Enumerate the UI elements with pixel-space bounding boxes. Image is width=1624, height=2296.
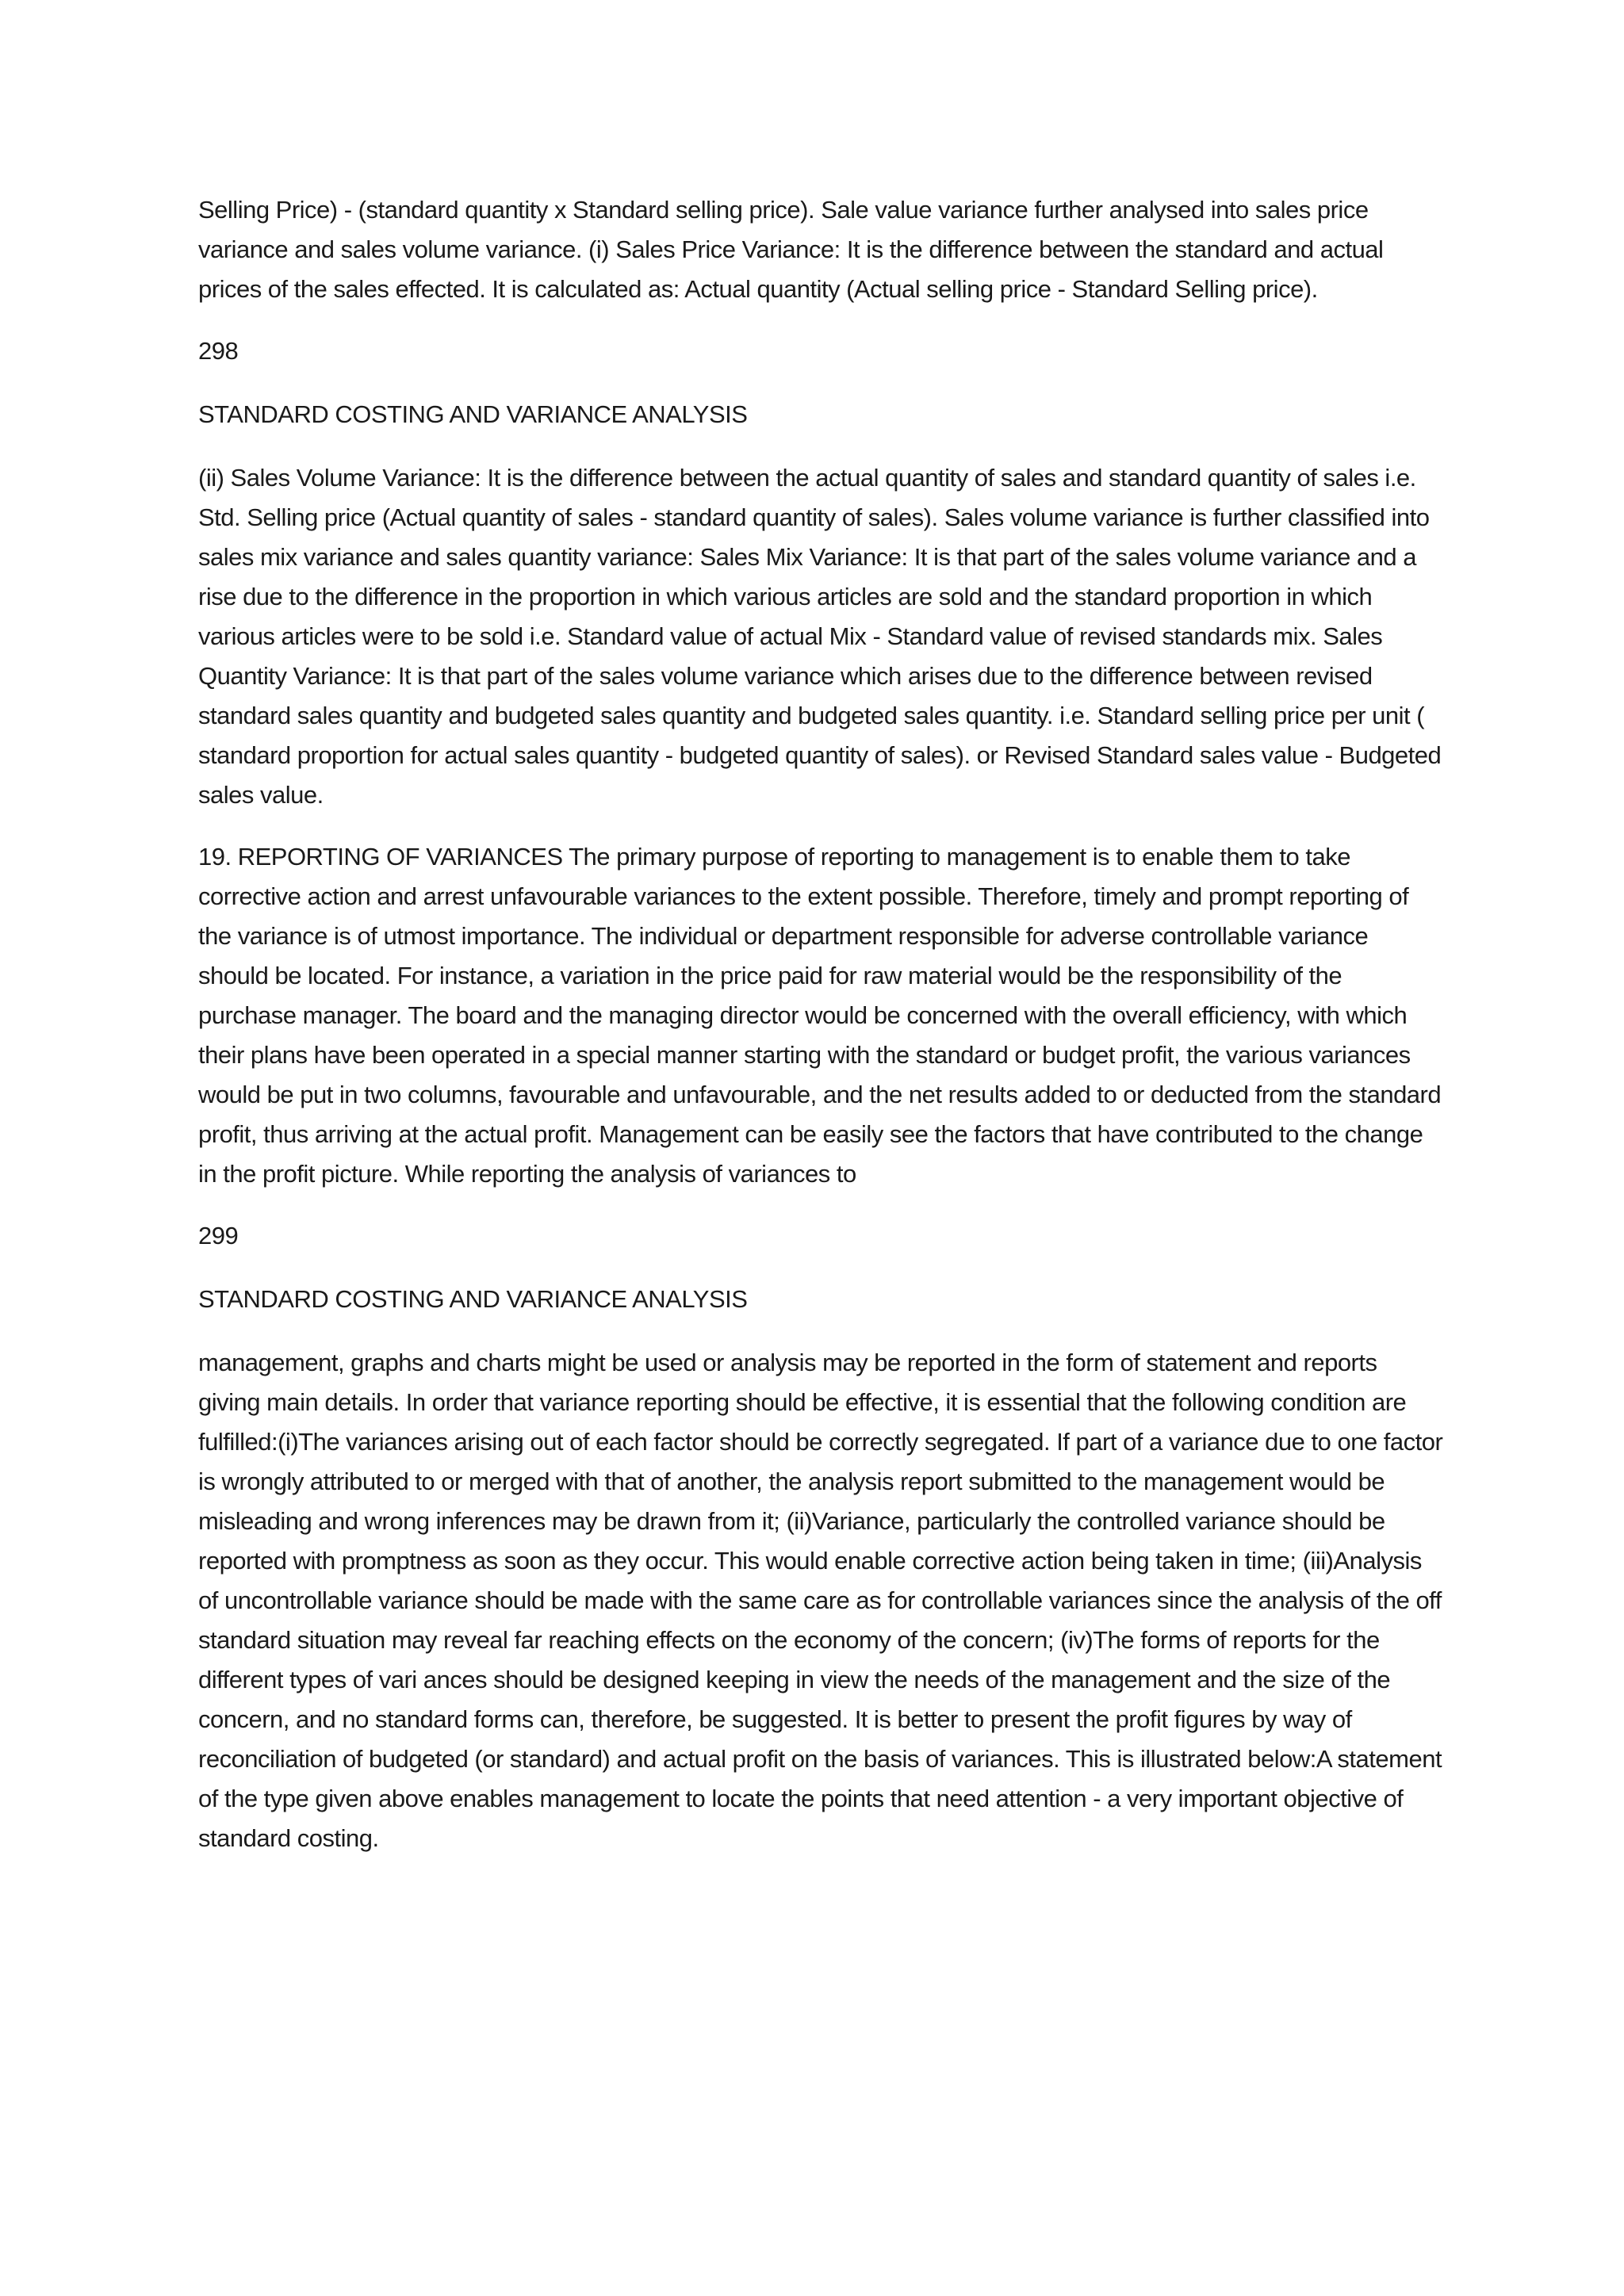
document-page — [198, 190, 1443, 1881]
paragraph-reporting-of-variances: 19. REPORTING OF VARIANCES The primary purpose of reporting to management is to enable them to take corrective action and arrest unfavourable variances to the extent possible. Therefore, timely and prompt reporting of the variance is of utmost importance. The individual or department responsible for adverse controllable variance should be located. For instance, a variation in the price paid for raw material would be the responsibility of the purchase manager. The board and the managing director would be concerned with the overall efficiency, with which their plans have been operated in a special manner starting with the standard or budget profit, the various variances would be put in two columns, favourable and unfavourable, and the net results added to or deducted from the standard profit, thus arriving at the actual profit. Management can be easily see the factors that have contributed to the change in the profit picture. While reporting the analysis of variances to — [198, 843, 1442, 1188]
paragraph-sales-price-variance: Selling Price) - (standard quantity x Standard selling price). Sale value variance further analysed into sales price variance and sales volume variance. (i) Sales Price Variance: It is the difference between the standard and actual prices of the sales effected. It is calculated as: Actual quantity (Actual selling price - Standard Selling price). — [198, 196, 1384, 303]
page-number-299: 299 — [198, 1222, 239, 1249]
paragraph-sales-volume-variance: (ii) Sales Volume Variance: It is the difference between the actual quantity of sales and standard quantity of sales i.e. Std. Selling price (Actual quantity of sales - standard quantity of sales). Sales volume variance is further classified into sales mix variance and sales quantity variance: Sales Mix Variance: It is that part of the sales volume variance and a rise due to the difference in the proportion in which various articles are sold and the standard proportion in which various articles were to be sold i.e. Standard value of actual Mix - Standard value of revised standards mix. Sales Quantity Variance: It is that part of the sales volume variance which arises due to the difference between revised standard sales quantity and budgeted sales quantity and budgeted sales quantity. i.e. Standard selling price per unit ( standard proportion for actual sales quantity - budgeted quantity of sales). or Revised Standard sales value - Budgeted sales value. — [198, 464, 1442, 809]
paragraph-variance-reporting-conditions: management, graphs and charts might be used or analysis may be reported in the form of statement and reports giving main details. In order that variance reporting should be effective, it is essential that the following condition are fulfilled:(i)The variances arising out of each factor should be correctly segregated. If part of a variance due to one factor is wrongly attributed to or merged with that of another, the analysis report submitted to the management would be misleading and wrong inferences may be drawn from it; (ii)Variance, particularly the controlled variance should be reported with promptness as soon as they occur. This would enable corrective action being taken in time; (iii)Analysis of uncontrollable variance should be made with the same care as for controllable variances since the analysis of the off standard situation may reveal far reaching effects on the economy of the concern; (iv)The forms of reports for the different types of vari ances should be designed keeping in view the needs of the management and the size of the concern, and no standard forms can, therefore, be suggested. It is better to present the profit figures by way of reconciliation of budgeted (or standard) and actual profit on the basis of variances. This is illustrated below:A statement of the type given above enables management to locate the points that need attention - a very important objective of standard costing. — [198, 1349, 1443, 1852]
page-number-298: 298 — [198, 337, 239, 365]
running-head-2: STANDARD COSTING AND VARIANCE ANALYSIS — [198, 1285, 748, 1313]
running-head-1: STANDARD COSTING AND VARIANCE ANALYSIS — [198, 400, 748, 428]
